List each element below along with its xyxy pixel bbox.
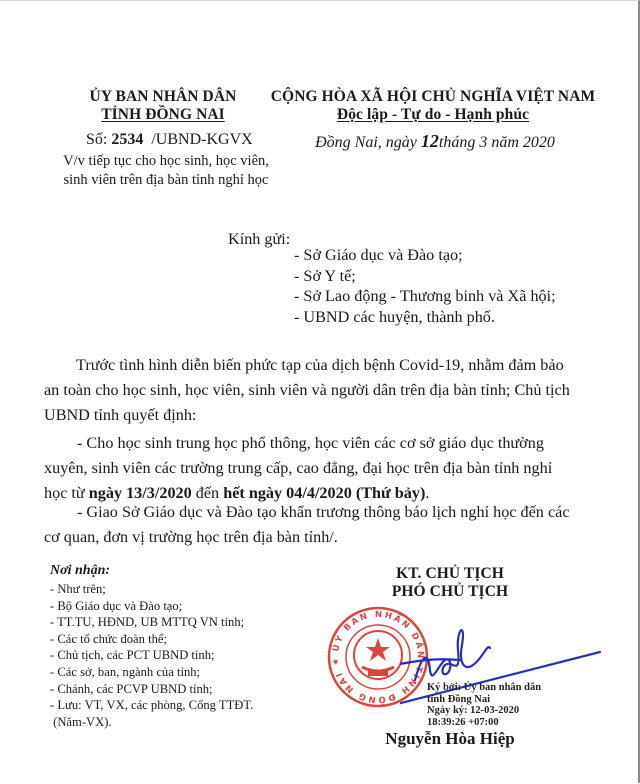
- text-span: .: [425, 484, 430, 502]
- text-span: đến: [191, 484, 224, 502]
- recipient-item: - Sở Giáo dục và Đào tạo;: [294, 246, 463, 264]
- place-date-suffix: tháng 3 năm 2020: [438, 134, 555, 151]
- body-line: an toàn cho học sinh, học viên, sinh viên và người dân trên địa bàn tỉnh; Chủ tịch: [44, 381, 570, 399]
- distribution-item: - Các sở, ban, ngành của tỉnh;: [50, 664, 201, 679]
- document-number: [86, 131, 253, 149]
- distribution-item: - Chánh, các PCVP UBND tỉnh;: [50, 681, 213, 696]
- date-day: 12: [420, 131, 439, 151]
- recipient-item: - UBND các huyện, thành phố.: [294, 307, 495, 326]
- decision-point-1: [44, 431, 552, 506]
- distribution-label: Nơi nhận:: [50, 563, 111, 578]
- end-date: hết ngày 04/4/2020 (Thứ bảy): [223, 484, 426, 502]
- agency-name: ỦY BAN NHÂN DÂN: [89, 88, 237, 105]
- doc-number-prefix: Số:: [86, 131, 108, 148]
- doc-number-suffix: /UBND-KGVX: [151, 131, 253, 148]
- body-line: Trước tình hình diễn biến phức tạp của dịch bệnh Covid-19, nhằm đảm bảo: [76, 356, 564, 374]
- distribution-list: [50, 581, 253, 730]
- signed-date: Ngày ký: 12-03-2020: [427, 705, 520, 716]
- body-line: - Cho học sinh trung học phổ thông, học viên các cơ sở giáo dục thường: [77, 434, 544, 452]
- place-date-prefix: Đồng Nai, ngày: [315, 134, 421, 151]
- subject-line: V/v tiếp tục cho học sinh, học viên,: [63, 153, 269, 169]
- distribution-item: - Lưu: VT, VX, các phòng, Cổng TTĐT.: [50, 698, 254, 713]
- signer-title-2: PHÓ CHỦ TỊCH: [391, 583, 509, 600]
- distribution-item: - Bộ Giáo dục và Đào tạo;: [50, 598, 183, 613]
- distribution-item: - Các tổ chức đoàn thể;: [50, 631, 167, 646]
- distribution-item: (Năm-VX).: [50, 714, 112, 729]
- signed-time: 18:39:26 +07:00: [427, 716, 499, 728]
- signed-by-line: Ký bởi: Ủy ban nhân dân: [427, 682, 542, 693]
- body-line: xuyên, sinh viên các trường trung cấp, cao đẳng, đại học trên địa bàn tỉnh nghỉ: [44, 459, 553, 477]
- signed-by-line: tỉnh Đồng Nai: [427, 693, 491, 705]
- digital-signature-info: [427, 682, 541, 728]
- distribution-item: - Chủ tịch, các PCT UBND tỉnh;: [50, 648, 215, 663]
- province-name: TỈNH ĐỒNG NAI: [101, 106, 225, 123]
- distribution-item: - TT.TU, HĐND, UB MTTQ VN tỉnh;: [50, 615, 245, 630]
- subject: [50, 152, 282, 190]
- motto-text: Độc lập - Tự do - Hạnh phúc: [336, 106, 530, 123]
- svg-text:ỦY BAN NHÂN DÂN TỈNH ĐỒNG NAI: ỦY BAN NHÂN DÂN TỈNH ĐỒNG NAI ★: [330, 609, 426, 705]
- intro-paragraph: [44, 353, 570, 428]
- signer-name: Nguyễn Hòa Hiệp: [385, 729, 515, 748]
- country-name: CỘNG HÒA XÃ HỘI CHỦ NGHĨA VIỆT NAM: [270, 88, 596, 105]
- subject-line: sinh viên trên địa bàn tỉnh nghỉ học: [63, 172, 269, 188]
- body-line: cơ quan, đơn vị trường học trên địa bàn tỉnh/.: [44, 528, 338, 546]
- start-date: ngày 13/3/2020: [88, 484, 192, 502]
- place-date: [290, 131, 580, 152]
- distribution-item: - Như trên;: [50, 582, 106, 596]
- recipient-item: - Sở Lao động - Thương binh và Xã hội;: [294, 287, 556, 305]
- recipient-item: - Sở Y tế;: [294, 266, 356, 285]
- national-motto: [268, 106, 598, 124]
- decision-point-2: [44, 500, 570, 550]
- recipients-list: [294, 245, 556, 327]
- body-line: UBND tỉnh quyết định:: [44, 406, 197, 424]
- text-span: học từ: [44, 484, 89, 502]
- recipients-label: Kính gửi:: [228, 230, 291, 248]
- body-line: - Giao Sở Giáo dục và Đào tạo khẩn trương thông báo lịch nghỉ học đến các: [77, 503, 570, 521]
- signer-title-1: KT. CHỦ TỊCH: [396, 565, 504, 582]
- doc-number: 2534: [111, 131, 144, 148]
